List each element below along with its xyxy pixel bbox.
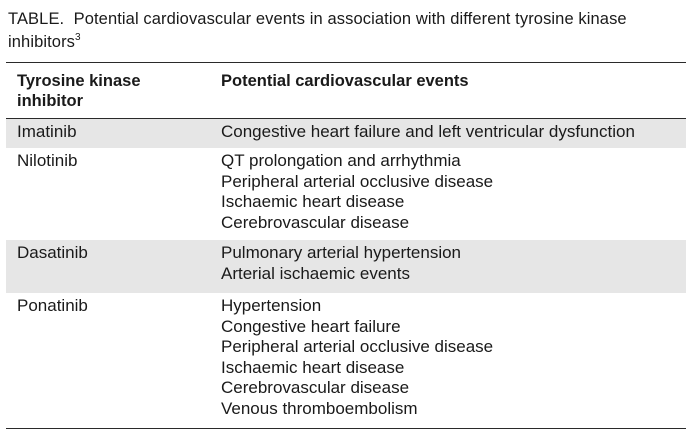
event-item: QT prolongation and arrhythmia [221,151,461,170]
event-item: Ischaemic heart disease [221,357,405,377]
header-inhibitor-line: inhibitor [17,92,83,110]
table-row [6,148,686,240]
header-inhibitor-line: Tyrosine kinase [17,72,141,90]
event-item: Hypertension [221,296,322,315]
table-row [6,293,686,428]
event-item: Pulmonary arterial hypertension [221,243,462,262]
caption-label: TABLE. [8,10,65,28]
event-item: Arterial ischaemic events [221,263,410,283]
inhibitor-cell: Ponatinib [17,296,88,315]
event-item: Peripheral arterial occlusive disease [221,171,494,191]
event-item: Cerebrovascular disease [221,378,410,398]
events-table [6,62,686,429]
table-row [6,119,686,148]
table-caption [8,8,688,54]
inhibitor-cell: Nilotinib [17,151,78,170]
inhibitor-cell: Imatinib [17,122,77,141]
events-cell [211,243,686,293]
caption-reference: 3 [75,31,81,43]
header-events: Potential cardiovascular events [221,72,469,90]
events-cell [211,296,686,428]
event-item: Congestive heart failure [221,316,401,336]
event-item: Congestive heart failure and left ventricular dysfunction [221,122,635,141]
inhibitor-cell: Dasatinib [17,243,88,262]
event-item: Venous thromboembolism [221,398,418,418]
event-item: Ischaemic heart disease [221,192,405,212]
event-item: Cerebrovascular disease [221,212,410,232]
table-header [6,63,686,119]
events-cell [211,122,686,148]
header-inhibitor [6,63,211,118]
table-row [6,240,686,293]
event-item: Peripheral arterial occlusive disease [221,337,494,357]
events-cell [211,151,686,240]
caption-text: Potential cardiovascular events in association with different tyrosine kinase inhibitors [8,10,627,51]
